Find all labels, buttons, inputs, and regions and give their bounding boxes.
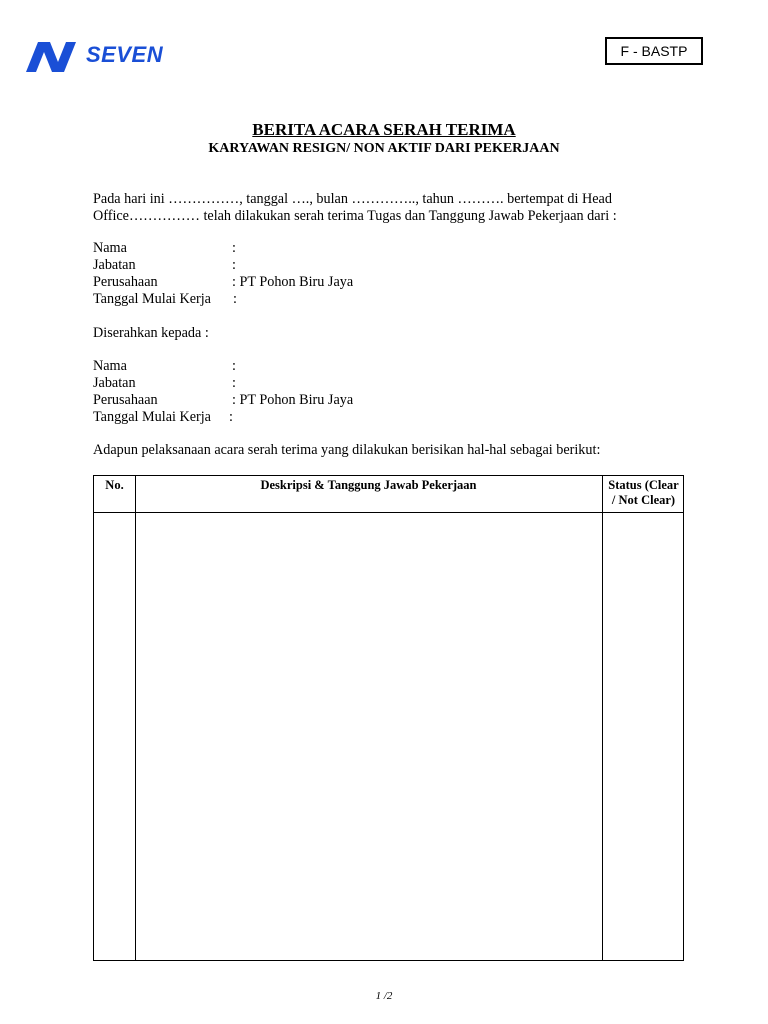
col-header-status [602,478,685,508]
field-label: Perusahaan [93,274,158,290]
logo-text: SEVEN [86,42,164,67]
intro-line-1: Pada hari ini ……………, tanggal …., bulan ………….., tahun ………. bertempat di Head [93,191,612,207]
table-cell-status[interactable] [603,513,683,960]
field-label: Nama [93,358,127,374]
intro-line-2: Office…………… telah dilakukan serah terima Tugas dan Tanggung Jawab Pekerjaan dari : [93,208,617,224]
field-value: : [232,358,236,374]
field-value: : PT Pohon Biru Jaya [232,274,354,290]
field-label: Jabatan [93,257,136,273]
form-code-box: F - BASTP [605,37,703,65]
field-label: Nama [93,240,127,256]
col-header-status-line2: / Not Clear) [611,493,676,507]
field-label: Tanggal Mulai Kerja [93,409,211,425]
col-header-no: No. [105,478,124,492]
col-header-description: Deskripsi & Tanggung Jawab Pekerjaan [260,478,477,492]
col-header-status-line1: Status (Clear [608,478,679,492]
field-label: Perusahaan [93,392,158,408]
document-title: BERITA ACARA SERAH TERIMA [252,120,516,139]
table-cell-description[interactable] [136,513,602,960]
field-value: : [229,409,233,425]
field-label: Jabatan [93,375,136,391]
document-subtitle: KARYAWAN RESIGN/ NON AKTIF DARI PEKERJAAN [208,141,560,156]
table-cell-no[interactable] [94,513,135,960]
company-logo [24,38,184,74]
table-intro: Adapun pelaksanaan acara serah terima yang dilakukan berisikan hal-hal sebagai berikut: [93,442,601,458]
field-label: Tanggal Mulai Kerja [93,291,211,307]
seven-n-logo-icon [24,38,84,74]
field-value: : PT Pohon Biru Jaya [232,392,354,408]
handover-table [93,475,684,961]
field-value: : [233,291,237,307]
field-value: : [232,257,236,273]
handed-to-label: Diserahkan kepada : [93,325,209,341]
page-number: 1 /2 [375,990,393,1002]
field-value: : [232,375,236,391]
field-value: : [232,240,236,256]
